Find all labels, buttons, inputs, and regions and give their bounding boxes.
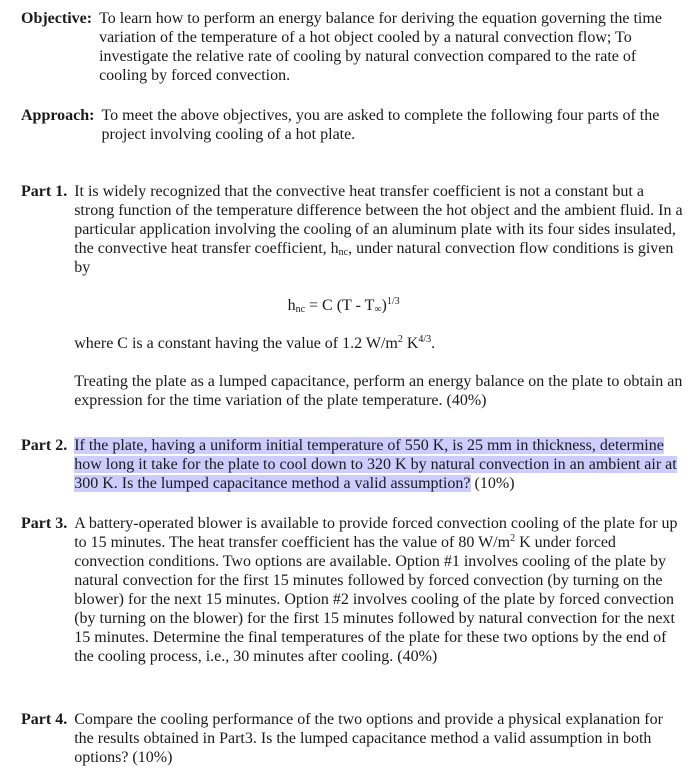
objective-text: To learn how to perform an energy balance for deriving the equation governing the time variation of the temperature of a hot object cooled by a natural convection flow; To investigate the relative rate of cooling by natural convection compared to the rate of cooling by forced convection. — [99, 10, 662, 84]
part4-label: Part 4. — [21, 711, 68, 728]
objective-section — [21, 9, 683, 85]
approach-label: Approach: — [21, 107, 95, 124]
part1-label: Part 1. — [21, 183, 68, 200]
part3-section — [21, 514, 683, 666]
approach-text: To meet the above objectives, you are asked to complete the following four parts of the project involving cooling of a hot plate. — [101, 107, 660, 143]
part2-section — [21, 436, 683, 493]
convection-formula: $h_{nc} = C$ $(T - T_\infty)^{1/3}$ — [287, 296, 400, 315]
part4-section — [21, 710, 683, 767]
approach-section — [21, 106, 683, 144]
objective-label: Objective: — [21, 10, 93, 27]
part3-text: A battery-operated blower is available to provide forced convection cooling of the plate for up to 15 minutes. The heat transfer coefficient has the value of 80 $W/m^2$ K under forced convection conditions. Two options are available. Option #1 involves cooling of the plate by natural convection for the first 15 minutes followed by forced convection (by turning on the blower) for the next 15 minutes. Option #2 involves cooling of the plate by forced convection (by turning on the blower) for the first 15 minutes followed by natural convection for the next 15 minutes. Determine the final temperatures of the plate for these two options by the end of the cooling process, i.e., 30 minutes after cooling. (40%) — [74, 515, 678, 665]
highlighted-text[interactable]: If the plate, having a uniform initial temperature of 550 K, is 25 mm in thickness, determine how long it take for the plate to cool down to 320 K by natural convection in an ambient air at 300 K. Is the lumped capacitance method a valid assumption? — [74, 437, 677, 492]
part3-label: Part 3. — [21, 515, 68, 532]
part4-text: Compare the cooling performance of the two options and provide a physical explanation for the results obtained in Part3. Is the lumped capacitance method a valid assumption in both options? (10%) — [74, 711, 663, 766]
part1-section — [21, 182, 683, 410]
part2-label: Part 2. — [21, 437, 68, 454]
part1-task: Treating the plate as a lumped capacitance, perform an energy balance on the plate to obtain an expression for the time variation of the plate temperature. (40%) — [74, 373, 683, 409]
part2-text: If the plate, having a uniform initial temperature of 550 K, is 25 mm in thickness, determine how long it take for the plate to cool down to 320 K by natural convection in an ambient air at 300 K. Is the lumped capacitance method a valid assumption? (10%) — [74, 437, 677, 492]
constant-definition: where C is a constant having the value of 1.2 $W/m^2$ $K^{4/3}$. — [74, 334, 436, 352]
part1-intro: It is widely recognized that the convective heat transfer coefficient is not a constant but a strong function of the temperature difference between the hot object and the ambient fluid. In a particular application involving the cooling of an aluminum plate with its four sides insulated, the convective heat transfer coefficient, $h_{nc}$, under natural convection flow conditions is given by — [74, 183, 683, 276]
part1-body — [74, 182, 683, 410]
